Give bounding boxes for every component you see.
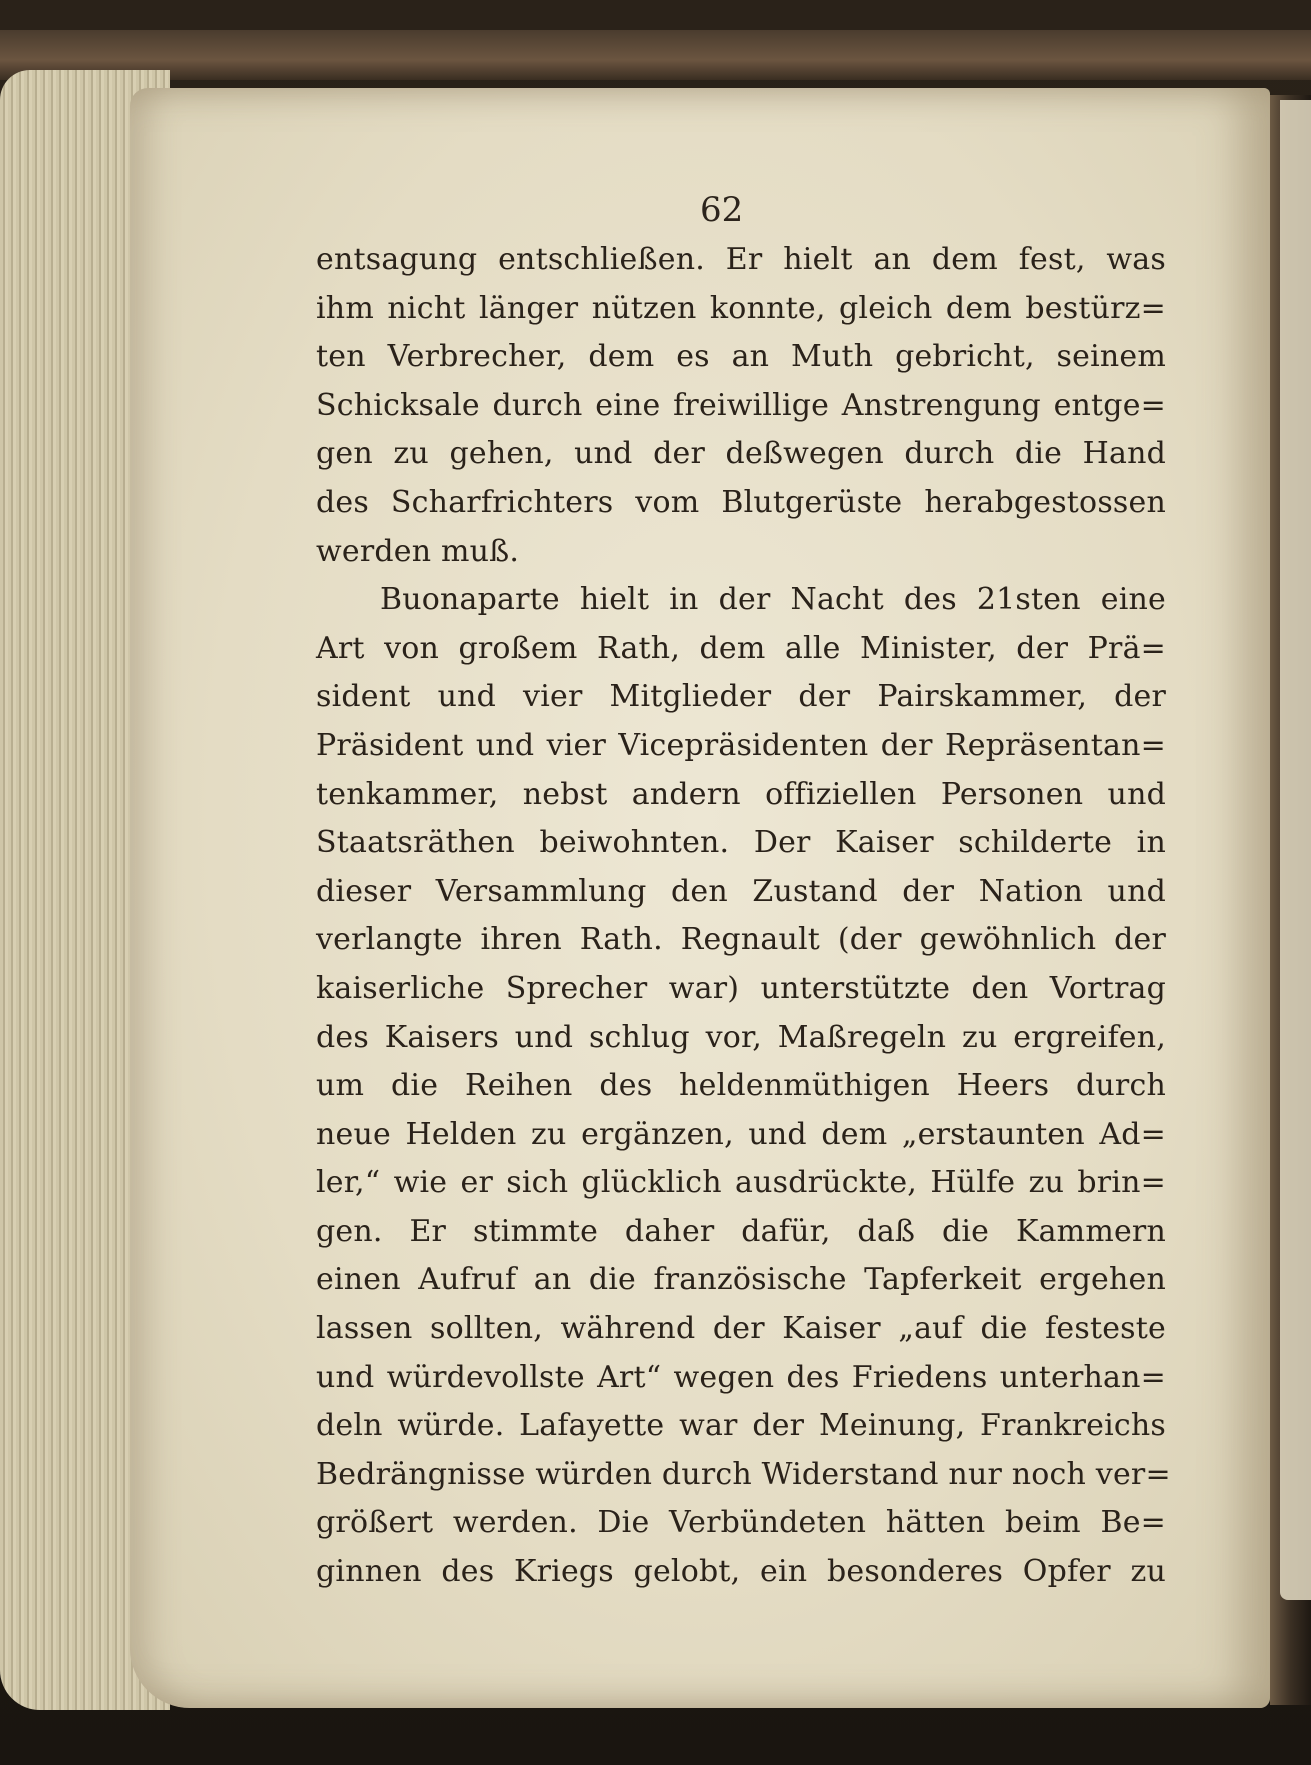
text-line: deln würde. Lafayette war der Meinung, Frankreichs: [316, 1408, 1166, 1444]
text-line: tenkammer, nebst andern offiziellen Personen und: [316, 776, 1166, 812]
text-line: verlangte ihren Rath. Regnault (der gewöhnlich der: [316, 922, 1166, 958]
text-line: ihm nicht länger nützen konnte, gleich dem bestürz=: [316, 290, 1166, 326]
text-line: entsagung entschließen. Er hielt an dem fest, was: [316, 242, 1166, 277]
text-line: neue Helden zu ergänzen, und dem „erstaunten Ad=: [316, 1116, 1166, 1152]
page-number: 62: [700, 190, 744, 230]
text-line: des Kaisers und schlug vor, Maßregeln zu ergreifen,: [316, 1019, 1166, 1055]
text-line: und würdevollste Art“ wegen des Friedens unterhan=: [316, 1359, 1166, 1395]
text-line: einen Aufruf an die französische Tapferkeit ergehen: [316, 1262, 1166, 1298]
paragraph-start-line: Buonaparte hielt in der Nacht des 21sten eine: [380, 582, 1166, 618]
page-text: [316, 236, 1171, 1597]
text-line: gen zu gehen, und der deßwegen durch die Hand: [316, 436, 1166, 472]
text-line: lassen sollten, während der Kaiser „auf die festeste: [316, 1311, 1166, 1347]
book-cover-edge: [0, 30, 1311, 80]
text-line: sident und vier Mitglieder der Pairskammer, der: [316, 679, 1166, 715]
text-line: Bedrängnisse würden durch Widerstand nur noch ver=: [316, 1456, 1171, 1492]
text-line: ginnen des Kriegs gelobt, ein besonderes Opfer zu: [316, 1554, 1166, 1590]
text-line: ten Verbrecher, dem es an Muth gebricht, seinem: [316, 339, 1166, 375]
text-line: ler,“ wie er sich glücklich ausdrückte, Hülfe zu brin=: [316, 1165, 1166, 1201]
text-line: werden muß.: [316, 533, 520, 569]
text-line: gen. Er stimmte daher dafür, daß die Kammern: [316, 1213, 1166, 1249]
text-line: dieser Versammlung den Zustand der Nation und: [316, 873, 1166, 909]
text-line: größert werden. Die Verbündeten hätten beim Be=: [316, 1505, 1166, 1541]
text-line: Schicksale durch eine freiwillige Anstrengung entge=: [316, 387, 1166, 423]
text-line: Staatsräthen beiwohnten. Der Kaiser schilderte in: [316, 825, 1166, 861]
text-line: Präsident und vier Vicepräsidenten der Repräsentan=: [316, 727, 1166, 763]
text-line: des Scharfrichters vom Blutgerüste herabgestossen: [316, 484, 1166, 520]
text-line: kaiserliche Sprecher war) unterstützte den Vortrag: [316, 970, 1166, 1006]
text-line: um die Reihen des heldenmüthigen Heers durch: [316, 1068, 1166, 1104]
text-line: Art von großem Rath, dem alle Minister, der Prä=: [316, 630, 1166, 666]
facing-page-edge: [1280, 100, 1311, 1600]
